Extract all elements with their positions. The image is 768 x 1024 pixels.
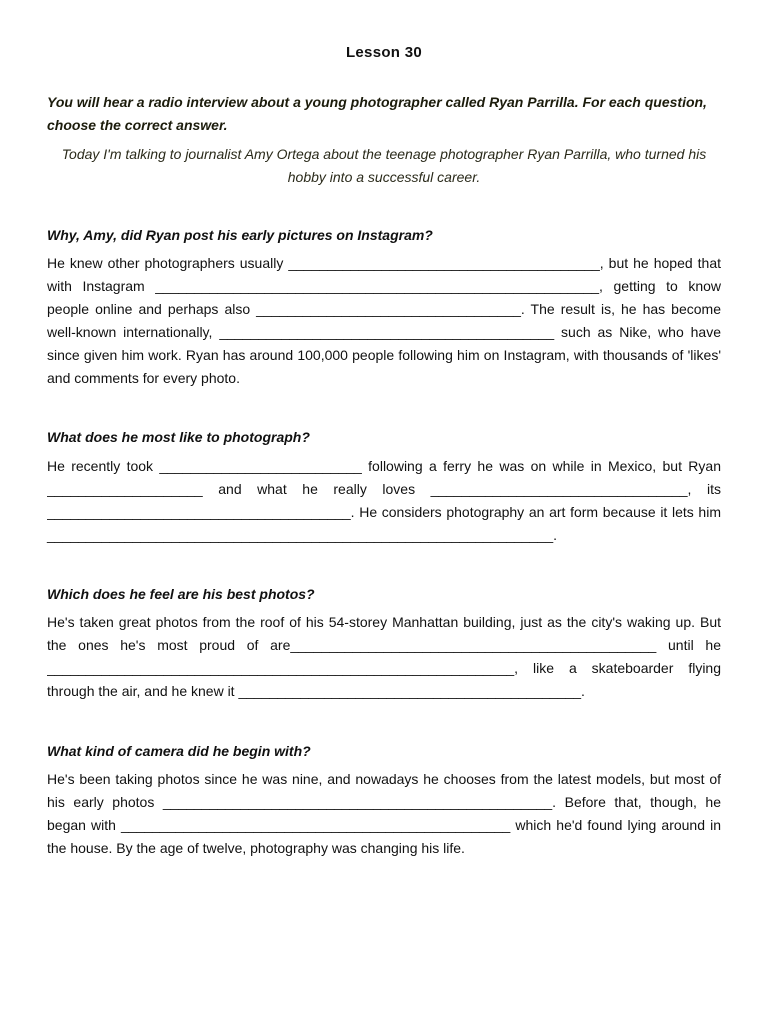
paragraph-line: the house. By the age of twelve, photography was changing his life. xyxy=(47,840,465,856)
paragraph-line: _________________________________________________________________. xyxy=(47,527,557,543)
answer-paragraph xyxy=(47,455,721,547)
paragraph-line: the ones he's most proud of are_______________________________________________ until he xyxy=(47,637,721,653)
paragraph-line: He knew other photographers usually ________________________________________, but he hoped that xyxy=(47,255,721,271)
paragraph-line: with Instagram _________________________________________________________, getting to know xyxy=(47,278,721,294)
paragraph-line: through the air, and he knew it ____________________________________________. xyxy=(47,683,585,699)
paragraph-line: and comments for every photo. xyxy=(47,370,240,386)
intro-text: Today I'm talking to journalist Amy Ortega about the teenage photographer Ryan Parrilla, who turned his hobby into a successful career. xyxy=(61,146,707,185)
paragraph-line: people online and perhaps also __________________________________. The result is, he has become xyxy=(47,301,721,317)
answer-paragraph xyxy=(47,768,721,860)
paragraph-line: since given him work. Ryan has around 100,000 people following him on Instagram, with thousands of 'likes' xyxy=(47,347,721,363)
question-heading: What kind of camera did he begin with? xyxy=(47,743,311,759)
question-heading: Why, Amy, did Ryan post his early pictures on Instagram? xyxy=(47,227,433,243)
paragraph-line: He's been taking photos since he was nine, and nowadays he chooses from the latest models, but most of xyxy=(47,771,721,787)
paragraph-line: He recently took __________________________ following a ferry he was on while in Mexico, but Ryan xyxy=(47,458,721,474)
instructions: You will hear a radio interview about a young photographer called Ryan Parrilla. For each question, choose the correct answer. xyxy=(47,94,707,133)
paragraph-line: _______________________________________. He considers photography an art form because it lets him xyxy=(47,504,721,520)
page-title: Lesson 30 xyxy=(345,44,423,61)
question-heading: What does he most like to photograph? xyxy=(47,429,310,445)
paragraph-line: began with __________________________________________________ which he'd found lying around in xyxy=(47,817,721,833)
question-heading: Which does he feel are his best photos? xyxy=(47,586,315,602)
paragraph-line: his early photos __________________________________________________. Before that, though, he xyxy=(47,794,721,810)
paragraph-line: He's taken great photos from the roof of his 54-storey Manhattan building, just as the city's waking up. But xyxy=(47,614,721,630)
paragraph-line: well-known internationally, ___________________________________________ such as Nike, who have xyxy=(47,324,721,340)
paragraph-line: ____________________ and what he really loves _________________________________, its xyxy=(47,481,721,497)
paragraph-line: ____________________________________________________________, like a skateboarder flying xyxy=(47,660,721,676)
answer-paragraph xyxy=(47,611,721,703)
answer-paragraph xyxy=(47,252,721,390)
